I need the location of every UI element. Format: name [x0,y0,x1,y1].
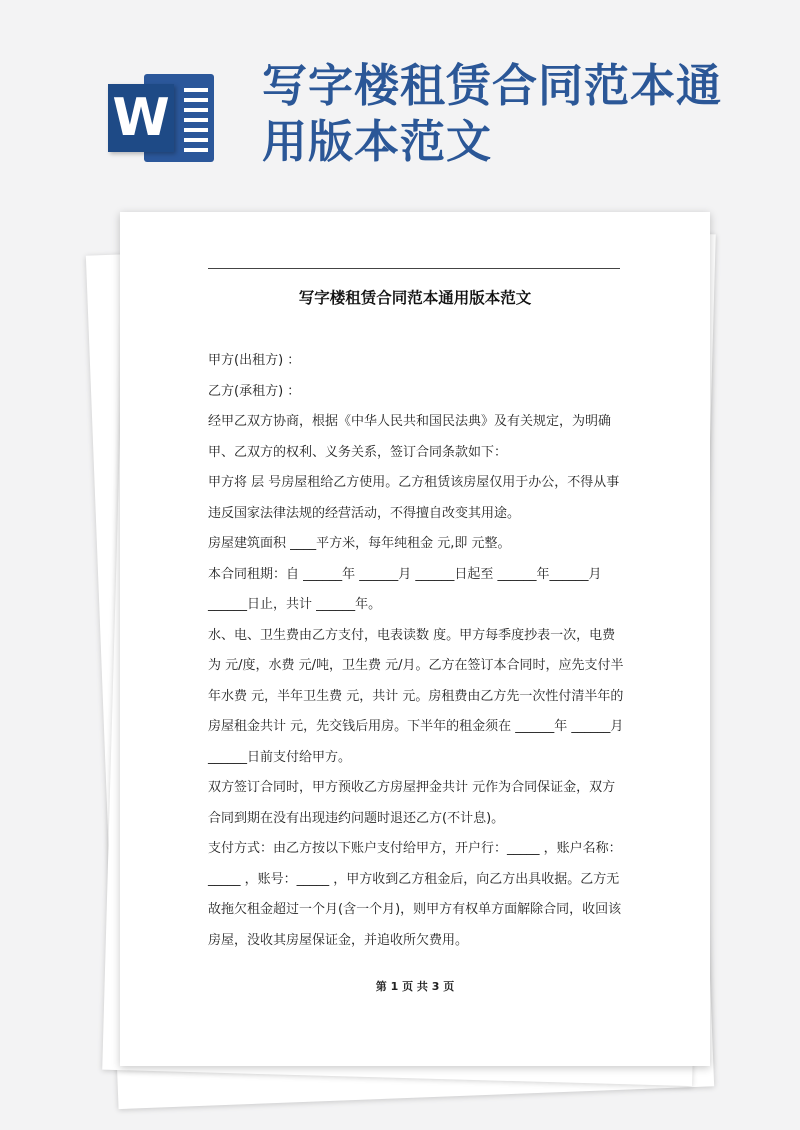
term-paragraph: 本合同租期：自 ______年 ______月 ______日起至 ______年______月 ______日止，共计 ______年。 [208,566,602,612]
utilities-paragraph: 水、电、卫生费由乙方支付，电表读数 度。甲方每季度抄表一次，电费为 元/度，水费 元/吨，卫生费 元/月。乙方在签订本合同时，应先支付半年水费 元，半年卫生费 元，共计 元。房租费由乙方先一次性付清半年的房屋租金共计 元，先交钱后用房。下半年的租金须在 ______年 ______月 ______日前支付给甲方。 [208,627,624,765]
logo-line [184,138,208,142]
party-b-line: 乙方(承租方) ： [208,383,301,399]
document-page [120,212,710,1066]
payment-paragraph: 支付方式：由乙方按以下账户支付给甲方，开户行：_____ ，账户名称：_____ ，账号：_____ ，甲方收到乙方租金后，向乙方出具收据。乙方无故拖欠租金超过一个月(含一个月)，则甲方有权单方面解除合同，收回该房屋，没收其房屋保证金，并追收所欠费用。 [208,841,622,948]
document-body [208,346,626,956]
logo-line [184,98,208,102]
area-rent-paragraph: 房屋建筑面积 ____平方米，每年纯租金 元,即 元整。 [208,536,511,551]
page-number: 第 1 页 共 3 页 [375,980,455,993]
header-rule [208,268,620,269]
logo-line [184,128,208,132]
logo-line [184,148,208,152]
banner-title: 写字楼租赁合同范本通用版本范文 [262,59,723,168]
logo-line [184,118,208,122]
logo-line [184,88,208,92]
usage-paragraph: 甲方将 层 号房屋租给乙方使用。乙方租赁该房屋仅用于办公，不得从事违反国家法律法规的经营活动，不得擅自改变其用途。 [208,475,620,521]
intro-paragraph: 经甲乙双方协商，根据《中华人民共和国民法典》及有关规定，为明确甲、乙双方的权利、义务关系，签订合同条款如下： [208,414,612,460]
party-a-line: 甲方(出租方) ： [208,353,301,368]
document-title: 写字楼租赁合同范本通用版本范文 [298,289,532,307]
logo-line [184,108,208,112]
word-logo-letter: W [108,84,174,152]
word-app-icon [108,74,214,162]
deposit-paragraph: 双方签订合同时，甲方预收乙方房屋押金共计 元作为合同保证金，双方合同到期在没有出现违约问题时退还乙方(不计息)。 [208,780,616,826]
